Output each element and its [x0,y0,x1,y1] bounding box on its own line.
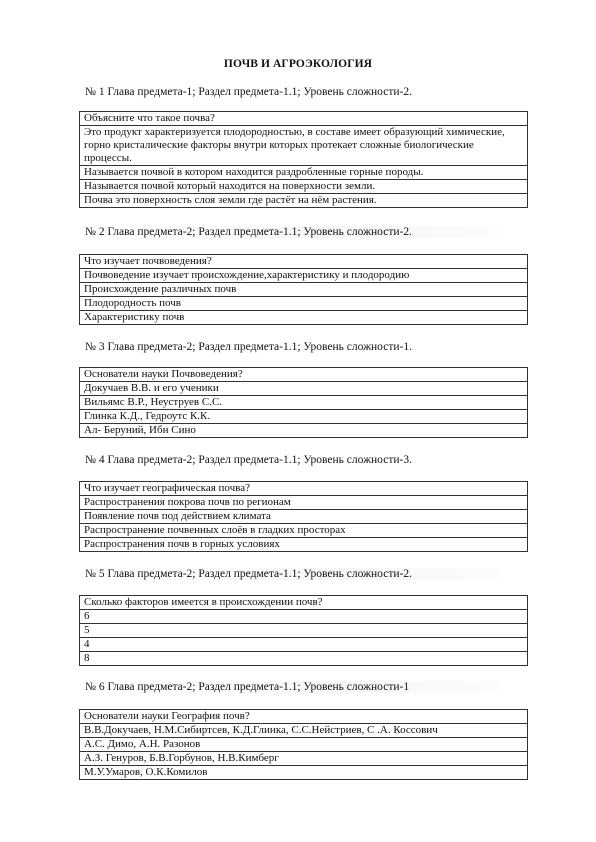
question-4-answer-3: Распространение почвенных слоёв в гладких просторах [80,524,528,538]
question-6-answer-2: А.С. Димо, А.Н. Разонов [80,738,528,752]
question-6-table [79,709,528,780]
question-4-table [79,481,528,552]
question-1-answer-4: Почва это поверхность слоя земли где растёт на нём растения. [80,194,528,208]
question-1-answer-2: Называется почвой в котором находится раздробленные горные породы. [80,166,528,180]
question-1-meta: № 1 Глава предмета-1; Раздел предмета-1.1; Уровень сложности-2. [85,86,412,98]
question-6-answer-3: А.З. Генуров, Б.В.Горбунов, Н.В.Кимберг [80,752,528,766]
question-5-answer-4: 8 [80,652,528,666]
question-2-answer-3: Плодородность почв [80,297,528,311]
question-1-text: Объясните что такое почва? [80,112,528,126]
question-1-answer-3: Называется почвой который находится на поверхности земли. [80,180,528,194]
question-5-table [79,595,528,666]
question-4-answer-4: Распространения почв в горных условиях [80,538,528,552]
question-2-text: Что изучает почвоведения? [80,255,528,269]
question-6-text: Основатели науки География почв? [80,710,528,724]
question-2-answer-2: Происхождение различных почв [80,283,528,297]
question-4-answer-1: Распространения покрова почв по регионам [80,496,528,510]
question-4-answer-2: Появление почв под действием климата [80,510,528,524]
question-6-answer-4: М.У.Умаров, О.К.Комилов [80,766,528,780]
page-title: ПОЧВ И АГРОЭКОЛОГИЯ [223,58,373,70]
question-5-answer-1: 6 [80,610,528,624]
question-3-answer-3: Глинка К.Д., Гедроутс К.К. [80,410,528,424]
question-3-meta: № 3 Глава предмета-2; Раздел предмета-1.1; Уровень сложности-1. [85,341,412,353]
question-2-table [79,254,528,325]
question-5-meta: № 5 Глава предмета-2; Раздел предмета-1.1; Уровень сложности-2. [85,568,502,580]
question-6-meta: № 6 Глава предмета-2; Раздел предмета-1.1; Уровень сложности-1 [85,681,499,693]
question-4-meta: № 4 Глава предмета-2; Раздел предмета-1.1; Уровень сложности-3. [85,454,412,466]
question-3-answer-4: Ал- Беруний, Ибн Сино [80,424,528,438]
question-2-answer-1: Почвоведение изучает происхождение,характеристику и плодородию [80,269,528,283]
question-5-answer-3: 4 [80,638,528,652]
question-4-text: Что изучает географическая почва? [80,482,528,496]
question-1-table [79,111,528,208]
question-5-answer-2: 5 [80,624,528,638]
question-3-table [79,367,528,438]
question-3-text: Основатели науки Почвоведения? [80,368,528,382]
question-3-answer-2: Вильямс В.Р., Неуструев С.С. [80,396,528,410]
question-2-answer-4: Характеристику почв [80,311,528,325]
question-1-answer-1: Это продукт характеризуется плодородностью, в составе имеет образующий химические, горно кристалические факторы внутри которых протекает сложные биологические процессы. [80,126,528,166]
question-6-answer-1: В.В.Докучаев, Н.М.Сибиртсев, К.Д.Глинка, С.С.Нейстриев, С .А. Коссович [80,724,528,738]
question-3-answer-1: Докучаев В.В. и его ученики [80,382,528,396]
question-5-text: Сколько факторов имеется в происхождении почв? [80,596,528,610]
question-2-meta: № 2 Глава предмета-2; Раздел предмета-1.1; Уровень сложности-2. [85,226,502,238]
